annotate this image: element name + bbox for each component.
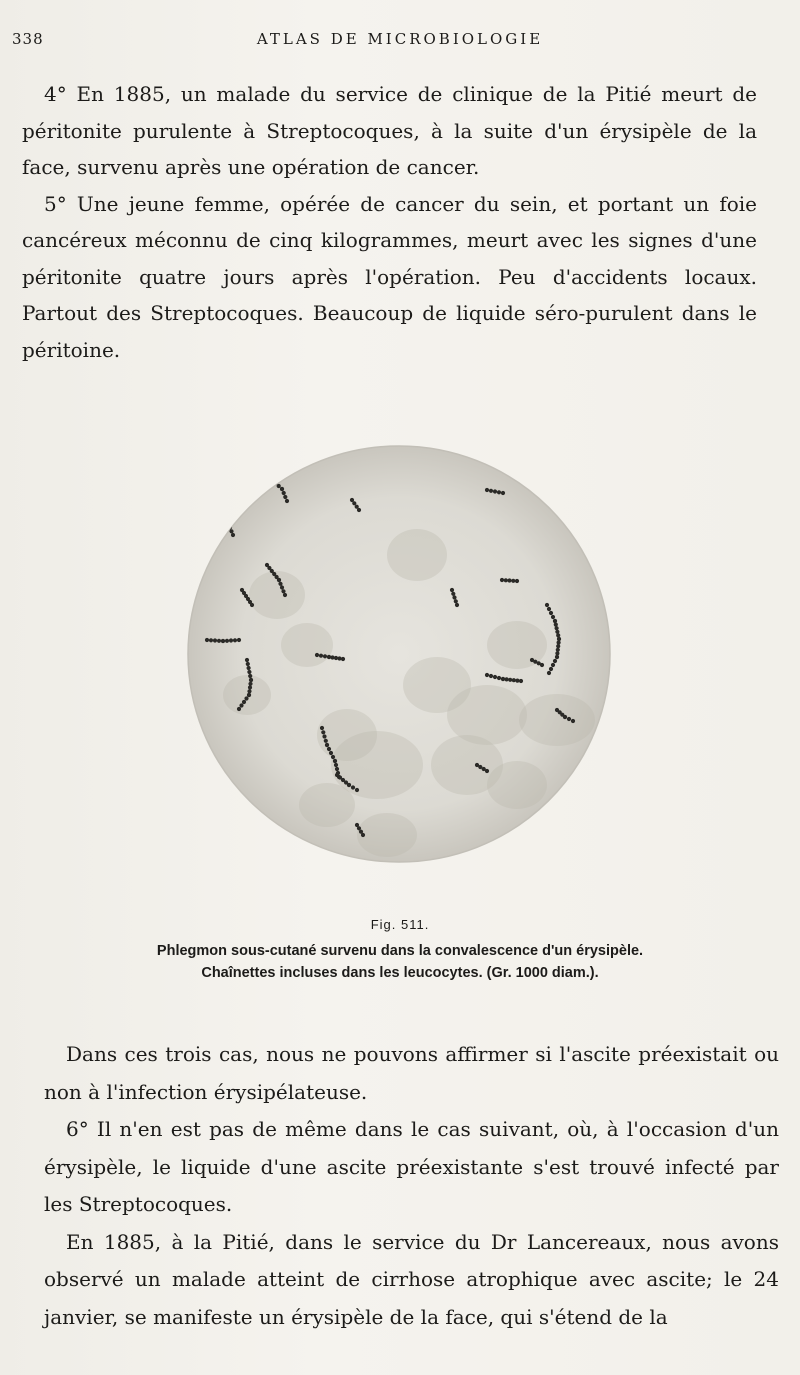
text-block-top [22,76,757,368]
coccus [563,715,567,719]
coccus [331,755,335,759]
coccus [507,578,511,582]
coccus [248,682,252,686]
coccus [497,490,501,494]
coccus [250,603,254,607]
coccus [454,599,458,603]
coccus [335,767,339,771]
coccus [277,578,281,582]
coccus [485,673,489,677]
coccus [225,518,229,522]
coccus [493,675,497,679]
coccus [247,670,251,674]
coccus [221,639,225,643]
coccus [452,595,456,599]
leucocyte-stain [281,623,333,667]
caption-line: Phlegmon sous-cutané survenu dans la convalescence d'un érysipèle. [156,943,644,959]
coccus [553,619,557,623]
coccus [321,730,325,734]
coccus [334,763,338,767]
coccus [347,783,351,787]
leucocyte-stain [519,694,595,746]
coccus [567,717,571,721]
coccus [555,630,559,634]
coccus [324,739,328,743]
coccus [556,633,560,637]
coccus [320,726,324,730]
coccus [213,638,217,642]
coccus [247,693,251,697]
coccus [549,667,553,671]
coccus [557,641,561,645]
coccus [280,585,284,589]
coccus [361,833,365,837]
text-block-bottom [44,1036,779,1336]
coccus [547,607,551,611]
coccus [283,495,287,499]
coccus [489,674,493,678]
page-header [0,30,800,54]
coccus [450,588,454,592]
coccus [237,707,241,711]
micrograph-image [187,445,611,863]
coccus [505,677,509,681]
coccus [327,747,331,751]
coccus [237,638,241,642]
coccus [555,626,559,630]
coccus [519,679,523,683]
coccus [248,685,252,689]
running-title: ATLAS DE MICROBIOLOGIE [256,30,544,48]
coccus [233,638,237,642]
coccus [325,743,329,747]
coccus [571,719,575,723]
coccus [281,589,285,593]
leucocyte-stain [357,813,417,857]
coccus [511,579,515,583]
coccus [493,489,497,493]
coccus [225,639,229,643]
coccus [323,654,327,658]
coccus [504,578,508,582]
coccus [551,663,555,667]
leucocyte-stain [387,529,447,581]
page-number: 338 [12,30,44,48]
coccus [247,689,251,693]
coccus [278,582,282,586]
coccus [209,638,213,642]
caption-line: Chaînettes incluses dans les leucocytes. (Gr. 1000 diam.). [201,965,599,981]
paragraph: 6° Il n'en est pas de même dans le cas suivant, où, à l'occasion d'un érysipèle, le liquide d'une ascite préexistante s'est trouvé infecté par les Streptocoques. [44,1117,779,1216]
coccus [226,522,230,526]
coccus [341,657,345,661]
coccus [553,659,557,663]
coccus [273,481,277,485]
coccus [282,491,286,495]
coccus [545,603,549,607]
coccus [247,666,251,670]
coccus [501,491,505,495]
coccus [352,501,356,505]
coccus [451,592,455,596]
coccus [229,638,233,642]
coccus [455,603,459,607]
coccus [329,751,333,755]
micrograph-figure [187,445,611,863]
coccus [239,703,243,707]
coccus [556,648,560,652]
coccus [280,487,284,491]
coccus [489,489,493,493]
coccus [555,651,559,655]
coccus [357,508,361,512]
paragraph: 5° Une jeune femme, opérée de cancer du sein, et portant un foie cancéreux méconnu de cinq kilogrammes, meurt avec les signes d'une péritonite quatre jours après l'opération. Peu d'accidents locaux. Partout des Streptocoques. Beaucoup de liquide séro-purulent dans le péritoine. [22,191,757,362]
coccus [229,529,233,533]
coccus [355,788,359,792]
coccus [333,759,337,763]
coccus [515,679,519,683]
coccus [501,677,505,681]
coccus [319,654,323,658]
coccus [249,678,253,682]
leucocyte-stain [299,783,355,827]
coccus [285,499,289,503]
coccus [217,639,221,643]
paragraph: En 1885, à la Pitié, dans le service du Dr Lancereaux, nous avons observé un malade atteint de cirrhose atrophique avec ascite; le 24 janvier, se manifeste un érysipèle de la face, qui s'étend de la [44,1229,779,1329]
coccus [485,769,489,773]
figure-label: Fig. 511. [370,917,430,932]
coccus [246,662,250,666]
figure-caption [0,917,800,984]
coccus [485,488,489,492]
paragraph: 4° En 1885, un malade du service de clinique de la Pitié meurt de péritonite purulente à Streptocoques, à la suite d'un érysipèle de la face, survenu après une opération de cancer. [22,82,757,179]
coccus [554,623,558,627]
coccus [283,593,287,597]
coccus [242,700,246,704]
coccus [540,663,544,667]
coccus [512,678,516,682]
coccus [270,478,274,482]
coccus [245,658,249,662]
leucocyte-stain [487,761,547,809]
coccus [231,533,235,537]
leucocyte-stain [317,709,377,761]
coccus [508,678,512,682]
coccus [322,734,326,738]
coccus [515,579,519,583]
coccus [244,696,248,700]
coccus [248,674,252,678]
coccus [555,655,559,659]
coccus [315,653,319,657]
coccus [549,611,553,615]
coccus [277,484,281,488]
coccus [497,676,501,680]
coccus [557,637,561,641]
coccus [351,785,355,789]
paragraph: Dans ces trois cas, nous ne pouvons affirmer si l'ascite préexistait ou non à l'infection érysipélateuse. [44,1042,779,1104]
coccus [556,644,560,648]
coccus [500,578,504,582]
coccus [547,671,551,675]
coccus [551,615,555,619]
coccus [205,638,209,642]
